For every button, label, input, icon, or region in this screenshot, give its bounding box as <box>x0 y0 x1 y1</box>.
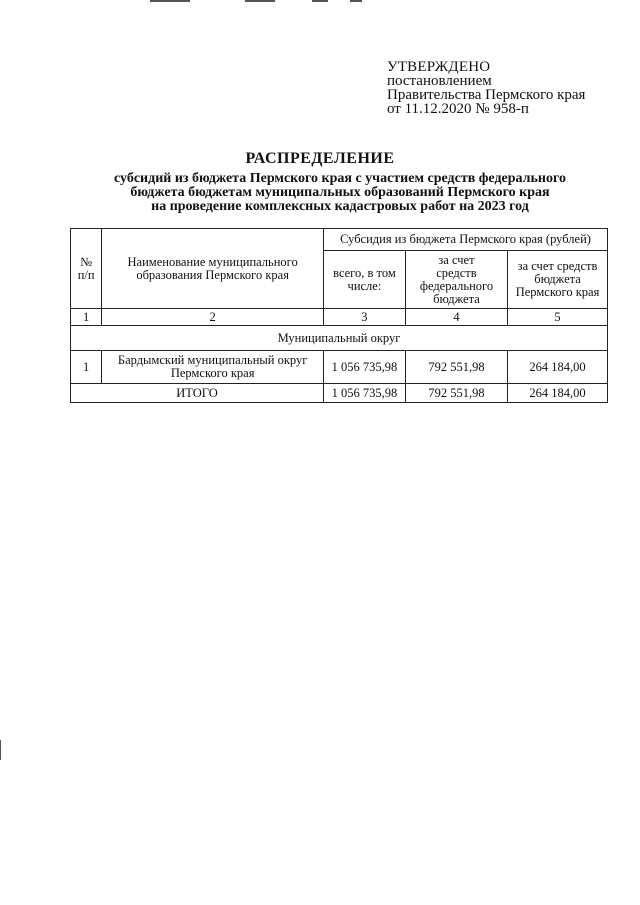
section-row <box>71 326 608 351</box>
table-row <box>71 351 608 384</box>
scan-mark-top-2 <box>245 0 275 2</box>
approval-line-3: от 11.12.2020 № 958-п <box>387 101 529 117</box>
total-label: ИТОГО <box>71 384 324 403</box>
column-number-row <box>71 309 608 326</box>
subtitle-line-1: субсидий из бюджета Пермского края с участием средств федерального <box>113 171 567 186</box>
header-subsidy-group: Субсидия из бюджета Пермского края (рублей) <box>324 229 608 251</box>
approval-title: УТВЕРЖДЕНО <box>387 59 491 75</box>
section-label: Муниципальный округ <box>71 326 608 351</box>
scan-mark-top-4 <box>350 0 362 2</box>
row-total: 1 056 735,98 <box>324 351 406 384</box>
header-number: № п/п <box>71 229 102 309</box>
header-regional: за счет средств бюджета Пермского края <box>508 251 608 309</box>
header-name: Наименование муниципального образования Пермского края <box>102 229 324 309</box>
header-row-1 <box>71 229 608 251</box>
column-number-2: 2 <box>102 309 324 326</box>
total-regional: 264 184,00 <box>508 384 608 403</box>
header-federal: за счет средств федерального бюджета <box>405 251 507 309</box>
approval-stamp <box>387 60 585 116</box>
approval-line-1: постановлением <box>387 73 492 89</box>
document-title: РАСПРЕДЕЛЕНИЕ <box>245 150 395 167</box>
column-number-3: 3 <box>324 309 406 326</box>
row-name: Бардымский муниципальный округ Пермского края <box>102 351 324 384</box>
column-number-4: 4 <box>405 309 507 326</box>
approval-line-2: Правительства Пермского края <box>387 87 586 103</box>
total-row <box>71 384 608 403</box>
scan-mark-left <box>0 740 1 760</box>
scan-mark-top-3 <box>312 0 328 2</box>
column-number-5: 5 <box>508 309 608 326</box>
scan-mark-top-1 <box>150 0 190 2</box>
column-number-1: 1 <box>71 309 102 326</box>
row-regional: 264 184,00 <box>508 351 608 384</box>
subtitle-line-2: бюджета бюджетам муниципальных образований Пермского края <box>130 185 550 200</box>
row-federal: 792 551,98 <box>405 351 507 384</box>
row-number: 1 <box>71 351 102 384</box>
subsidy-table <box>70 228 608 403</box>
header-total: всего, в том числе: <box>324 251 406 309</box>
document-subtitle <box>60 172 620 214</box>
total-federal: 792 551,98 <box>405 384 507 403</box>
subtitle-line-3: на проведение комплексных кадастровых работ на 2023 год <box>151 199 529 214</box>
total-total: 1 056 735,98 <box>324 384 406 403</box>
